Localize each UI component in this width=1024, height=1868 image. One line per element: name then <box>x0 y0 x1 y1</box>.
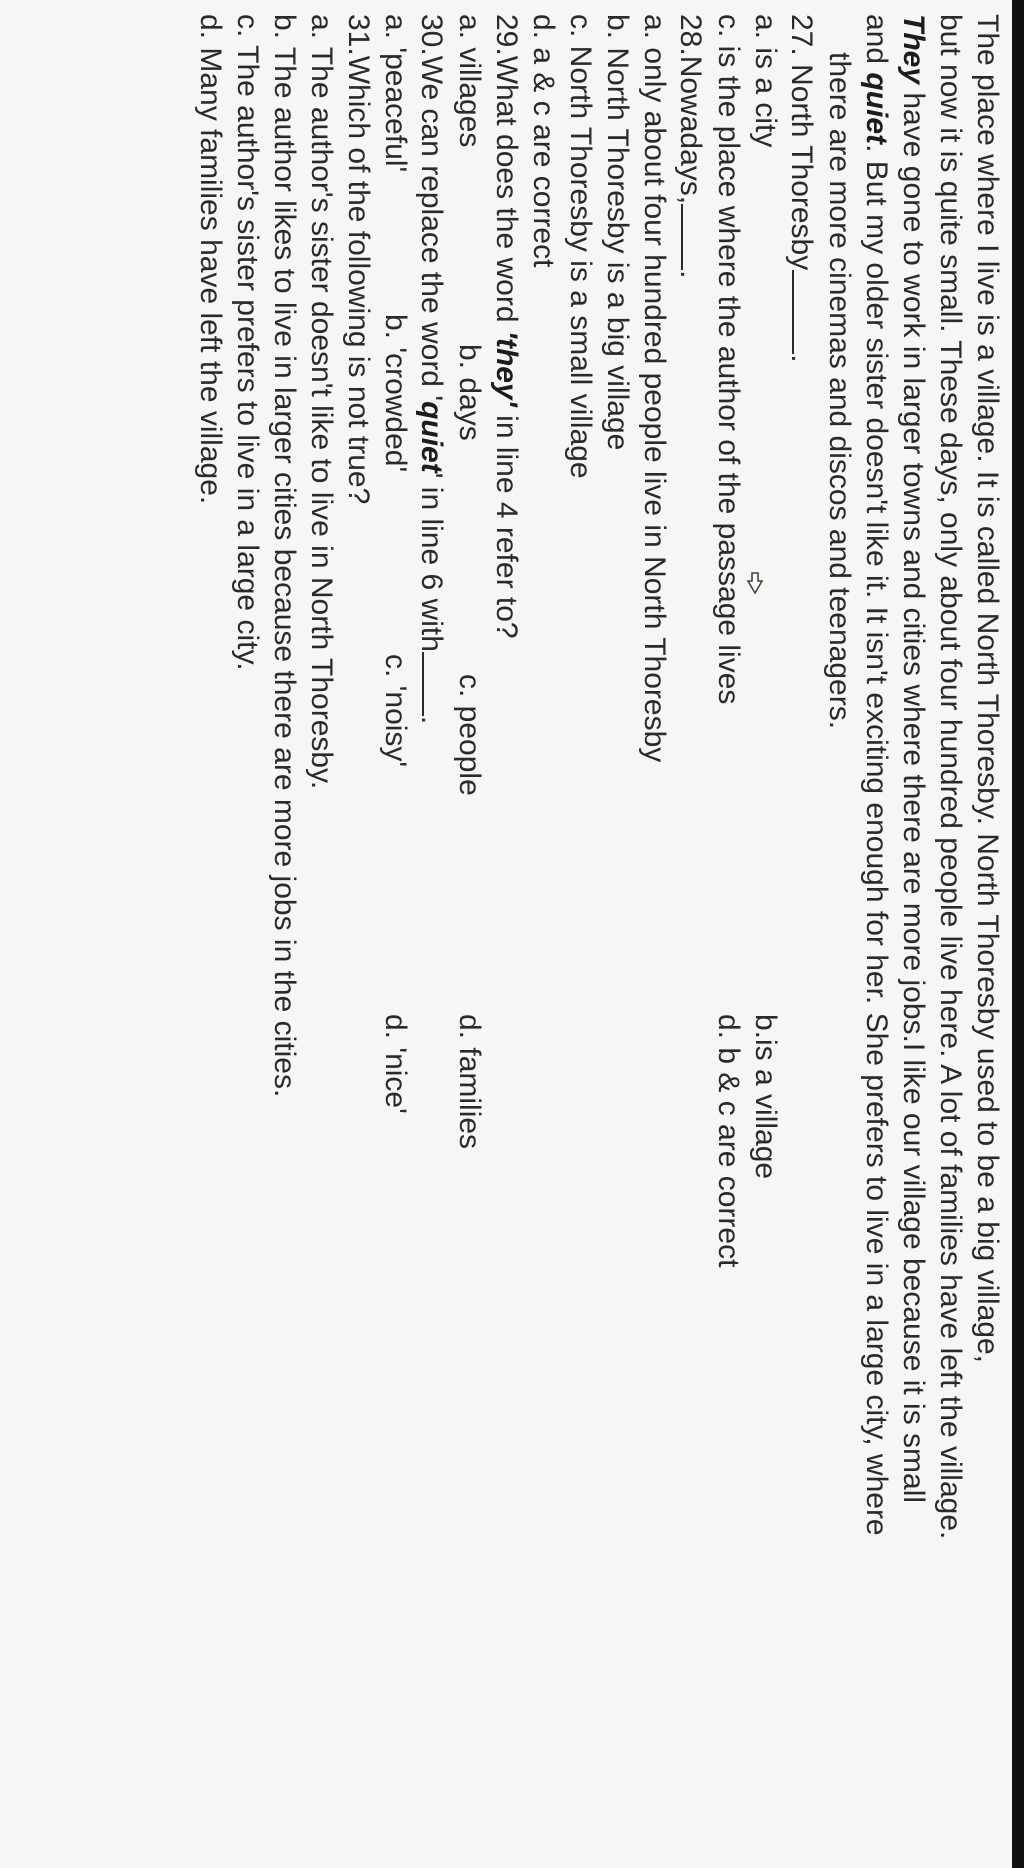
option-31d: d. Many families have left the village. <box>194 14 227 505</box>
question-29-prefix: 29.What does the word <box>490 14 523 331</box>
option-30b: b. 'crowded' <box>379 314 412 473</box>
passage-line-3-text: have gone to work in larger towns and cities where there are more jobs.I like our village because it is small <box>897 84 930 1504</box>
question-31: 31.Which of the following is not true? <box>342 14 375 505</box>
question-29-suffix: in line 4 refer to? <box>490 406 523 639</box>
option-29b: b. days <box>453 344 486 441</box>
worksheet <box>5 14 1005 1854</box>
passage-line-3 <box>894 14 931 1503</box>
answer-blank <box>681 204 709 270</box>
question-27-end: . <box>785 354 818 363</box>
question-30 <box>412 14 450 724</box>
passage-word-they: They <box>897 14 930 85</box>
option-28a: a. only about four hundred people live in North Thoresby <box>638 14 671 763</box>
question-29-word: 'they' <box>490 330 523 407</box>
option-27b: b.is a village <box>749 1014 782 1180</box>
option-29a: a. villages <box>453 14 486 148</box>
option-28d: d. a & c are correct <box>527 14 560 268</box>
scan-edge-border <box>1012 0 1024 1868</box>
option-28b: b. North Thoresby is a big village <box>601 14 634 451</box>
passage-line-1: The place where I live is a village. It is called North Thoresby. North Thoresby used to be a big village, <box>971 14 1004 1364</box>
question-27 <box>782 14 820 363</box>
question-28 <box>671 14 709 278</box>
option-27c: c. is the place where the author of the passage lives <box>712 14 745 705</box>
question-27-text: 27. North Thoresby <box>785 14 818 271</box>
option-29d: d. families <box>453 1014 486 1150</box>
option-28c: c. North Thoresby is a small village <box>564 14 597 479</box>
option-31b: b. The author likes to live in larger cities because there are more jobs in the cities. <box>268 14 301 1098</box>
question-30-word: quiet <box>415 401 448 473</box>
answer-blank <box>792 270 820 354</box>
passage-line-2: but now it is quite small. These days, only about four hundred people live here. A lot of families have left the village. <box>934 14 967 1540</box>
question-28-end: . <box>674 270 707 279</box>
option-30d: d. 'nice' <box>379 1014 412 1114</box>
question-29 <box>487 14 524 639</box>
passage-line-4-text: . But my older sister doesn't like it. It isn't exciting enough for her. She prefers to live in a large city, where <box>860 144 893 1536</box>
option-30c: c. 'noisy' <box>379 654 412 768</box>
question-30-suffix: ' in line 6 with <box>415 472 448 652</box>
passage-line-4-start: and <box>860 14 893 73</box>
question-30-prefix: 30.We can replace the word ' <box>415 14 448 402</box>
question-28-text: 28.Nowadays, <box>674 14 707 205</box>
option-29c: c. people <box>453 674 486 796</box>
option-31a: a. The author's sister doesn't like to live in North Thoresby. <box>305 14 338 790</box>
passage-line-5: there are more cinemas and discos and teenagers. <box>823 52 856 730</box>
passage-word-quiet: quiet <box>860 72 893 145</box>
option-27a: a. is a city <box>749 14 782 148</box>
option-27d: d. b & c are correct <box>712 1014 745 1268</box>
option-31c: c. The author's sister prefers to live in a large city. <box>231 14 264 671</box>
passage-line-4 <box>857 14 894 1536</box>
option-30a: a. 'peaceful' <box>379 14 412 173</box>
question-30-end: . <box>415 715 448 725</box>
answer-blank <box>422 652 450 716</box>
